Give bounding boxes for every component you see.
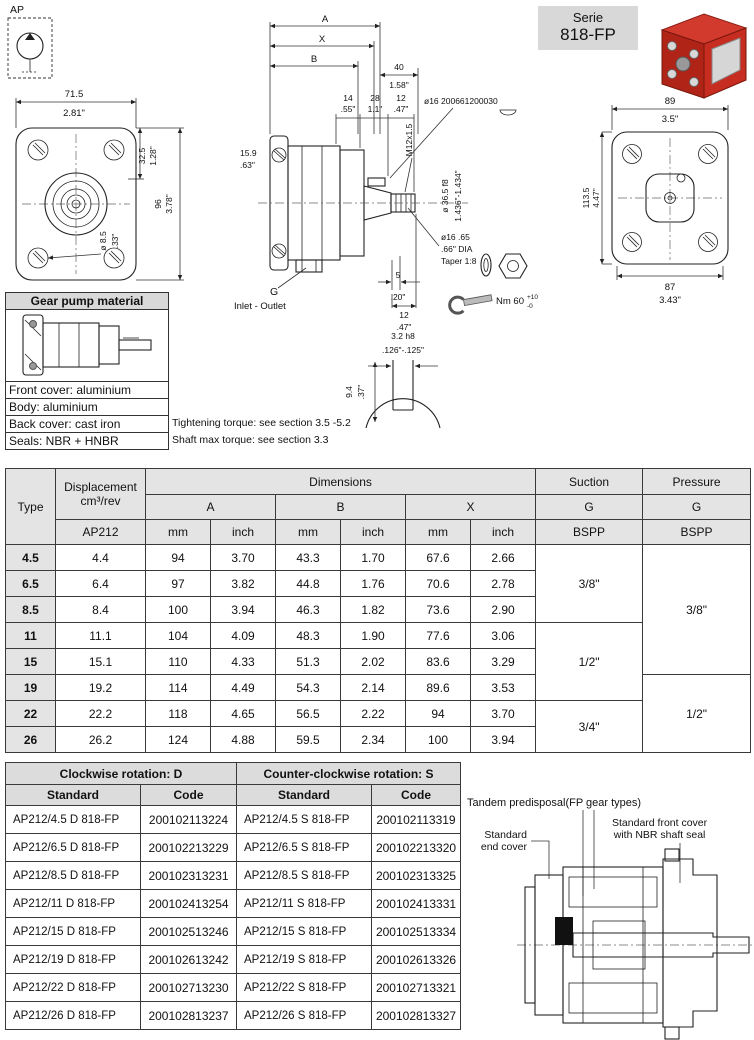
tandem-title-text: Tandem predisposal bbox=[467, 797, 566, 809]
key-width-mm: 3.2 h8 bbox=[391, 331, 415, 341]
material-box-image bbox=[5, 310, 169, 382]
tightening-torque-note: Tightening torque: see section 3.5 -5.2 bbox=[172, 417, 351, 429]
inlet-outlet-label: Inlet - Outlet bbox=[234, 301, 286, 312]
dim-row bbox=[6, 623, 751, 649]
dim-hole-in: .33" bbox=[110, 233, 120, 249]
material-row: Back cover: cast iron bbox=[5, 416, 169, 433]
cell: 2.02 bbox=[341, 649, 406, 675]
dim-header-row-1 bbox=[6, 469, 751, 495]
suction-g-header: G bbox=[536, 495, 643, 520]
dim-14-in: .55" bbox=[340, 104, 356, 114]
order-row bbox=[6, 974, 461, 1002]
dim-5-mm: 5 bbox=[395, 270, 401, 280]
cell: 2.22 bbox=[341, 701, 406, 727]
dim-14-mm: 14 bbox=[343, 93, 353, 103]
cell: 22.2 bbox=[56, 701, 146, 727]
dimensions-table bbox=[5, 468, 751, 753]
col-x-header: X bbox=[406, 495, 536, 520]
dim-159-in: .63" bbox=[240, 160, 255, 170]
type-cell: 4.5 bbox=[6, 545, 56, 571]
cell: 1.70 bbox=[341, 545, 406, 571]
pressure-g-header: G bbox=[643, 495, 751, 520]
dim-87-in: 3.43" bbox=[659, 295, 681, 306]
cell: 3.53 bbox=[471, 675, 536, 701]
code-cell: 200102513334 bbox=[372, 918, 461, 946]
tandem-title bbox=[467, 797, 641, 809]
type-cell: 26 bbox=[6, 727, 56, 753]
type-cell: 22 bbox=[6, 701, 56, 727]
taper-label: Taper 1:8 bbox=[441, 256, 477, 266]
dim-width-mm: 71.5 bbox=[64, 89, 84, 100]
material-row: Seals: NBR + HNBR bbox=[5, 433, 169, 450]
standard-cell: AP212/8.5 S 818-FP bbox=[237, 862, 372, 890]
washer-icon bbox=[481, 254, 491, 276]
cell: 124 bbox=[146, 727, 211, 753]
back-view-drawing bbox=[581, 94, 754, 309]
order-row bbox=[6, 862, 461, 890]
code-cell: 200102313231 bbox=[141, 862, 237, 890]
standard-cell: AP212/19 D 818-FP bbox=[6, 946, 141, 974]
cell: 89.6 bbox=[406, 675, 471, 701]
code-cell: 200102413254 bbox=[141, 890, 237, 918]
front-cover-line-2: with NBR shaft seal bbox=[613, 829, 706, 841]
suction-bspp-header: BSPP bbox=[536, 520, 643, 545]
a-inch-header: inch bbox=[211, 520, 276, 545]
cell: 4.49 bbox=[211, 675, 276, 701]
dim-40-in: 1.58" bbox=[389, 80, 409, 90]
side-view-drawing bbox=[228, 8, 563, 338]
standard-cell: AP212/11 S 818-FP bbox=[237, 890, 372, 918]
material-row: Body: aluminium bbox=[5, 399, 169, 416]
standard-cell: AP212/11 D 818-FP bbox=[6, 890, 141, 918]
cell: 73.6 bbox=[406, 597, 471, 623]
col-a-header: A bbox=[146, 495, 276, 520]
thread-label: M12x1.5 bbox=[404, 123, 414, 157]
cell: 83.6 bbox=[406, 649, 471, 675]
front-cover-line-1: Standard front cover bbox=[612, 817, 708, 829]
dim-1135-in: 4.47" bbox=[591, 188, 601, 208]
cell: 2.14 bbox=[341, 675, 406, 701]
dim-87-mm: 87 bbox=[664, 282, 676, 293]
back-view-dims bbox=[581, 96, 728, 306]
cell: 3.94 bbox=[471, 727, 536, 753]
standard-cell: AP212/22 S 818-FP bbox=[237, 974, 372, 1002]
cell: 3.06 bbox=[471, 623, 536, 649]
ordering-table bbox=[5, 762, 461, 1030]
col-displacement-header bbox=[56, 469, 146, 520]
code-cell: 200102813237 bbox=[141, 1002, 237, 1030]
suction-group-cell: 1/2" bbox=[536, 623, 643, 701]
cell: 3.70 bbox=[471, 701, 536, 727]
end-cover-line-2: end cover bbox=[480, 841, 527, 853]
cell: 26.2 bbox=[56, 727, 146, 753]
serie-value: 818-FP bbox=[560, 25, 616, 44]
pressure-bspp-header: BSPP bbox=[643, 520, 751, 545]
spigot-dia-mm: ø 36.5 f8 bbox=[440, 179, 450, 213]
dim-96-in: 3.78" bbox=[164, 194, 174, 214]
cell: 118 bbox=[146, 701, 211, 727]
dim-row bbox=[6, 545, 751, 571]
code-cell: 200102113319 bbox=[372, 806, 461, 834]
cell: 2.34 bbox=[341, 727, 406, 753]
cell: 114 bbox=[146, 675, 211, 701]
key-width-in: .126"-.125" bbox=[382, 345, 424, 355]
side-view-dims bbox=[240, 14, 516, 332]
port-g-label: G bbox=[270, 286, 279, 298]
cell: 110 bbox=[146, 649, 211, 675]
dim-159-mm: 15.9 bbox=[240, 148, 257, 158]
port-labels bbox=[234, 268, 306, 312]
code-cell: 200102713230 bbox=[141, 974, 237, 1002]
col-b-header: B bbox=[276, 495, 406, 520]
order-row bbox=[6, 806, 461, 834]
dim-header-row-3 bbox=[6, 520, 751, 545]
dim-325-mm: 32.5 bbox=[137, 147, 147, 165]
woodruff-key-icon bbox=[500, 110, 516, 115]
cell: 94 bbox=[406, 701, 471, 727]
dim-12b-in: .47" bbox=[396, 322, 412, 332]
cell: 54.3 bbox=[276, 675, 341, 701]
col-suction-header: Suction bbox=[536, 469, 643, 495]
dim-96-mm: 96 bbox=[153, 199, 163, 209]
cell: 77.6 bbox=[406, 623, 471, 649]
wrench-icon bbox=[448, 291, 493, 314]
dim-b-label: B bbox=[310, 54, 318, 65]
clockwise-header: Clockwise rotation: D bbox=[6, 763, 237, 785]
ap-symbol-drawing bbox=[6, 2, 60, 84]
dim-width-in: 2.81" bbox=[63, 108, 85, 119]
type-cell: 11 bbox=[6, 623, 56, 649]
order-row bbox=[6, 946, 461, 974]
torque-tol-up: +10 bbox=[527, 294, 539, 301]
dim-x-label: X bbox=[318, 34, 326, 45]
standard-cell: AP212/15 D 818-FP bbox=[6, 918, 141, 946]
standard-cell: AP212/6.5 D 818-FP bbox=[6, 834, 141, 862]
cell: 100 bbox=[406, 727, 471, 753]
cell: 19.2 bbox=[56, 675, 146, 701]
shaft-dia-mm: ø16 .65 bbox=[441, 232, 470, 242]
code-cell: 200102213320 bbox=[372, 834, 461, 862]
cell: 44.8 bbox=[276, 571, 341, 597]
standard-cell: AP212/26 S 818-FP bbox=[237, 1002, 372, 1030]
type-cell: 19 bbox=[6, 675, 56, 701]
torque-value: Nm 60 bbox=[496, 296, 524, 307]
serie-label: Serie bbox=[572, 10, 604, 25]
order-row bbox=[6, 890, 461, 918]
suction-group-cell: 3/4" bbox=[536, 701, 643, 753]
cell: 4.09 bbox=[211, 623, 276, 649]
ap212-header: AP212 bbox=[56, 520, 146, 545]
standard-header: Standard bbox=[237, 785, 372, 806]
order-header-row-2 bbox=[6, 785, 461, 806]
cell: 3.70 bbox=[211, 545, 276, 571]
code-cell: 200102413331 bbox=[372, 890, 461, 918]
code-cell: 200102313325 bbox=[372, 862, 461, 890]
key-detail-drawing bbox=[344, 328, 452, 440]
cell: 2.90 bbox=[471, 597, 536, 623]
pressure-group-cell: 3/8" bbox=[643, 545, 751, 675]
standard-cell: AP212/8.5 D 818-FP bbox=[6, 862, 141, 890]
front-cover-label bbox=[612, 817, 707, 841]
cell: 43.3 bbox=[276, 545, 341, 571]
pump-symbol-icon bbox=[17, 33, 43, 72]
cell: 3.94 bbox=[211, 597, 276, 623]
material-row: Front cover: aluminium bbox=[5, 382, 169, 399]
standard-cell: AP212/19 S 818-FP bbox=[237, 946, 372, 974]
ap-label: AP bbox=[10, 4, 25, 16]
type-cell: 6.5 bbox=[6, 571, 56, 597]
cell: 3.29 bbox=[471, 649, 536, 675]
bolt bbox=[665, 1027, 679, 1039]
dim-28-mm: 28 bbox=[370, 93, 380, 103]
cell: 100 bbox=[146, 597, 211, 623]
cell: 4.33 bbox=[211, 649, 276, 675]
order-row bbox=[6, 834, 461, 862]
code-cell: 200102513246 bbox=[141, 918, 237, 946]
dim-5-in: .20" bbox=[390, 292, 406, 302]
cell: 1.90 bbox=[341, 623, 406, 649]
displacement-unit: cm³/rev bbox=[80, 494, 121, 508]
end-cover-label bbox=[465, 829, 527, 853]
cell: 15.1 bbox=[56, 649, 146, 675]
nut-icon bbox=[499, 254, 527, 278]
cell: 104 bbox=[146, 623, 211, 649]
pressure-group-cell: 1/2" bbox=[643, 675, 751, 753]
standard-cell: AP212/4.5 D 818-FP bbox=[6, 806, 141, 834]
displacement-label: Displacement bbox=[64, 480, 137, 494]
cell: 59.5 bbox=[276, 727, 341, 753]
code-cell: 200102713321 bbox=[372, 974, 461, 1002]
code-header: Code bbox=[141, 785, 237, 806]
standard-cell: AP212/26 D 818-FP bbox=[6, 1002, 141, 1030]
dim-89-in: 3.5" bbox=[661, 114, 679, 125]
order-row bbox=[6, 1002, 461, 1030]
standard-cell: AP212/4.5 S 818-FP bbox=[237, 806, 372, 834]
shaft-torque-note: Shaft max torque: see section 3.3 bbox=[172, 434, 329, 446]
code-header: Code bbox=[372, 785, 461, 806]
cell: 70.6 bbox=[406, 571, 471, 597]
cell: 46.3 bbox=[276, 597, 341, 623]
code-cell: 200102113224 bbox=[141, 806, 237, 834]
product-photo bbox=[642, 2, 754, 102]
dim-a-label: A bbox=[321, 14, 329, 25]
standard-header: Standard bbox=[6, 785, 141, 806]
dim-325-in: 1.28" bbox=[148, 146, 158, 166]
serie-badge bbox=[538, 6, 638, 50]
back-view-flange bbox=[612, 132, 728, 264]
code-cell: 200102213229 bbox=[141, 834, 237, 862]
col-type-header: Type bbox=[6, 469, 56, 545]
order-header-row-1 bbox=[6, 763, 461, 785]
cell: 4.4 bbox=[56, 545, 146, 571]
pump-profile bbox=[258, 136, 468, 272]
dim-89-mm: 89 bbox=[664, 96, 676, 107]
dim-hole-mm: ø 8.5 bbox=[98, 231, 108, 251]
type-cell: 15 bbox=[6, 649, 56, 675]
end-cover-line-1: Standard bbox=[484, 829, 527, 841]
x-inch-header: inch bbox=[471, 520, 536, 545]
dim-28-in: 1.1" bbox=[367, 104, 383, 114]
spigot-dia-in: 1.436"-1.434" bbox=[453, 170, 463, 222]
counter-clockwise-header: Counter-clockwise rotation: S bbox=[237, 763, 461, 785]
cell: 56.5 bbox=[276, 701, 341, 727]
col-pressure-header: Pressure bbox=[643, 469, 751, 495]
material-box-title: Gear pump material bbox=[5, 292, 169, 310]
cell: 8.4 bbox=[56, 597, 146, 623]
dim-12-mm: 12 bbox=[396, 93, 406, 103]
torque-tol-dn: -0 bbox=[527, 303, 533, 310]
b-mm-header: mm bbox=[276, 520, 341, 545]
dim-12-in: .47" bbox=[393, 104, 409, 114]
cell: 48.3 bbox=[276, 623, 341, 649]
cell: 51.3 bbox=[276, 649, 341, 675]
cell: 6.4 bbox=[56, 571, 146, 597]
cell: 4.88 bbox=[211, 727, 276, 753]
cell: 11.1 bbox=[56, 623, 146, 649]
b-inch-header: inch bbox=[341, 520, 406, 545]
type-cell: 8.5 bbox=[6, 597, 56, 623]
cell: 94 bbox=[146, 545, 211, 571]
dim-1135-mm: 113.5 bbox=[581, 187, 591, 209]
cell: 97 bbox=[146, 571, 211, 597]
cell: 2.78 bbox=[471, 571, 536, 597]
material-box bbox=[5, 292, 169, 450]
tandem-title-suffix: (FP gear types) bbox=[565, 797, 642, 809]
tandem-cross-section bbox=[517, 849, 754, 1039]
front-view-flange bbox=[16, 128, 136, 280]
dim-40-mm: 40 bbox=[394, 62, 404, 72]
dim-12b-mm: 12 bbox=[399, 310, 409, 320]
col-dimensions-header: Dimensions bbox=[146, 469, 536, 495]
shaft-dia-in: .66" DIA bbox=[441, 244, 473, 254]
nbr-seal bbox=[555, 917, 573, 945]
front-view-drawing bbox=[8, 86, 188, 306]
x-mm-header: mm bbox=[406, 520, 471, 545]
cell: 3.82 bbox=[211, 571, 276, 597]
standard-cell: AP212/22 D 818-FP bbox=[6, 974, 141, 1002]
suction-group-cell: 3/8" bbox=[536, 545, 643, 623]
cell: 4.65 bbox=[211, 701, 276, 727]
key-part-number: ø16 200661200030 bbox=[424, 96, 498, 106]
standard-cell: AP212/15 S 818-FP bbox=[237, 918, 372, 946]
code-cell: 200102613326 bbox=[372, 946, 461, 974]
pump-side-illustration bbox=[7, 310, 168, 381]
cell: 67.6 bbox=[406, 545, 471, 571]
key-depth-mm: 9.4 bbox=[344, 386, 354, 398]
standard-cell: AP212/6.5 S 818-FP bbox=[237, 834, 372, 862]
key-depth-in: .37" bbox=[356, 384, 366, 400]
cell: 1.76 bbox=[341, 571, 406, 597]
a-mm-header: mm bbox=[146, 520, 211, 545]
cell: 1.82 bbox=[341, 597, 406, 623]
code-cell: 200102613242 bbox=[141, 946, 237, 974]
cell: 2.66 bbox=[471, 545, 536, 571]
order-row bbox=[6, 918, 461, 946]
dim-row bbox=[6, 701, 751, 727]
code-cell: 200102813327 bbox=[372, 1002, 461, 1030]
